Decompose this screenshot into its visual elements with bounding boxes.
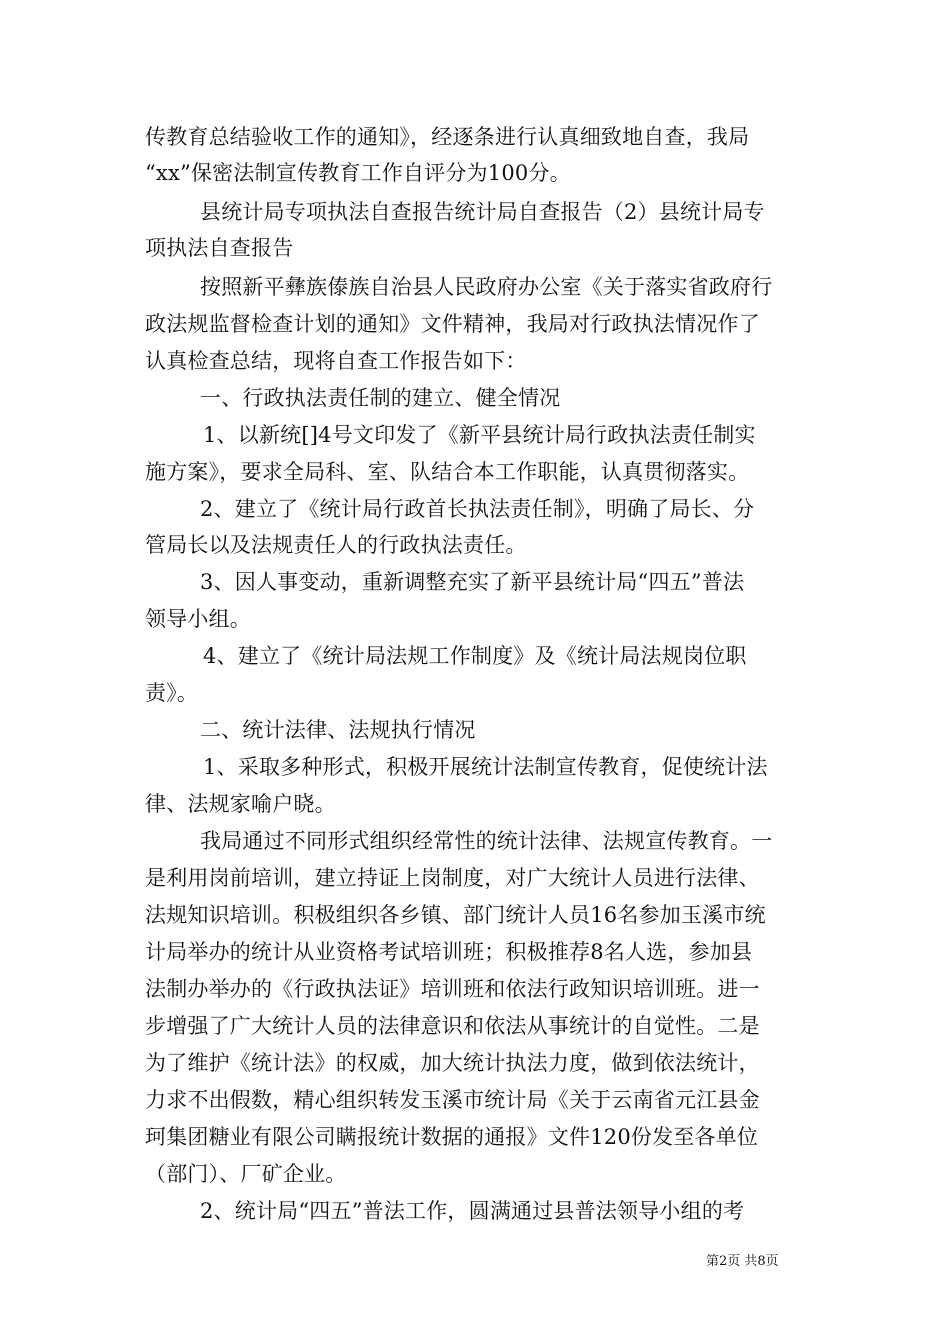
text-line: 按照新平彝族傣族自治县人民政府办公室《关于落实省政府行 bbox=[200, 275, 773, 299]
text-line: （部门）、厂矿企业。 bbox=[145, 1162, 347, 1186]
section-title-line: 县统计局专项执法自查报告统计局自查报告（2）县统计局专 bbox=[200, 200, 765, 224]
text-line: 2、建立了《统计局行政首长执法责任制》，明确了局长、分 bbox=[200, 497, 755, 521]
text-line: 为了维护《统计法》的权威，加大统计执法力度，做到依法统计， bbox=[145, 1051, 760, 1075]
text-line: 法规知识培训。积极组织各乡镇、部门统计人员16名参加玉溪市统 bbox=[145, 903, 766, 927]
text-line: 我局通过不同形式组织经常性的统计法律、法规宣传教育。一 bbox=[200, 829, 773, 853]
text-line: 3、因人事变动，重新调整充实了新平县统计局“四五”普法 bbox=[200, 570, 745, 594]
heading-line: 二、统计法律、法规执行情况 bbox=[200, 718, 476, 742]
page-number: 第2页 共8页 bbox=[706, 1254, 779, 1269]
text-line: 法制办举办的《行政执法证》培训班和依法行政知识培训班。进一 bbox=[145, 977, 760, 1001]
text-line: 政法规监督检查计划的通知》文件精神，我局对行政执法情况作了 bbox=[145, 312, 760, 336]
text-line: 律、法规家喻户晓。 bbox=[145, 792, 336, 816]
text-line: 认真检查总结，现将自查工作报告如下： bbox=[145, 349, 527, 373]
text-line: 责》。 bbox=[145, 681, 199, 705]
text-line: 领导小组。 bbox=[145, 607, 251, 631]
section-title-line: 项执法自查报告 bbox=[145, 236, 294, 260]
text-line: 1、采取多种形式，积极开展统计法制宣传教育，促使统计法 bbox=[203, 755, 768, 779]
text-line: “xx”保密法制宣传教育工作自评分为100分。 bbox=[145, 161, 571, 185]
text-line: 力求不出假数，精心组织转发玉溪市统计局《关于云南省元江县金 bbox=[145, 1088, 760, 1112]
heading-line: 一、行政执法责任制的建立、健全情况 bbox=[200, 386, 561, 410]
text-line: 是利用岗前培训，建立持证上岗制度，对广大统计人员进行法律、 bbox=[145, 866, 760, 890]
text-line: 2、统计局“四五”普法工作，圆满通过县普法领导小组的考 bbox=[200, 1199, 745, 1223]
text-line: 计局举办的统计从业资格考试培训班；积极推荐8名人选，参加县 bbox=[145, 940, 753, 964]
text-line: 1、以新统[]4号文印发了《新平县统计局行政执法责任制实 bbox=[203, 423, 756, 447]
text-line: 施方案》，要求全局科、室、队结合本工作职能，认真贯彻落实。 bbox=[145, 460, 750, 484]
text-line: 管局长以及法规责任人的行政执法责任。 bbox=[145, 533, 527, 557]
text-line: 步增强了广大统计人员的法律意识和依法从事统计的自觉性。二是 bbox=[145, 1014, 760, 1038]
text-line: 4、建立了《统计局法规工作制度》及《统计局法规岗位职 bbox=[203, 644, 747, 668]
text-line: 传教育总结验收工作的通知》，经逐条进行认真细致地自查，我局 bbox=[145, 125, 750, 149]
text-line: 珂集团糖业有限公司瞒报统计数据的通报》文件120份发至各单位 bbox=[145, 1125, 759, 1149]
